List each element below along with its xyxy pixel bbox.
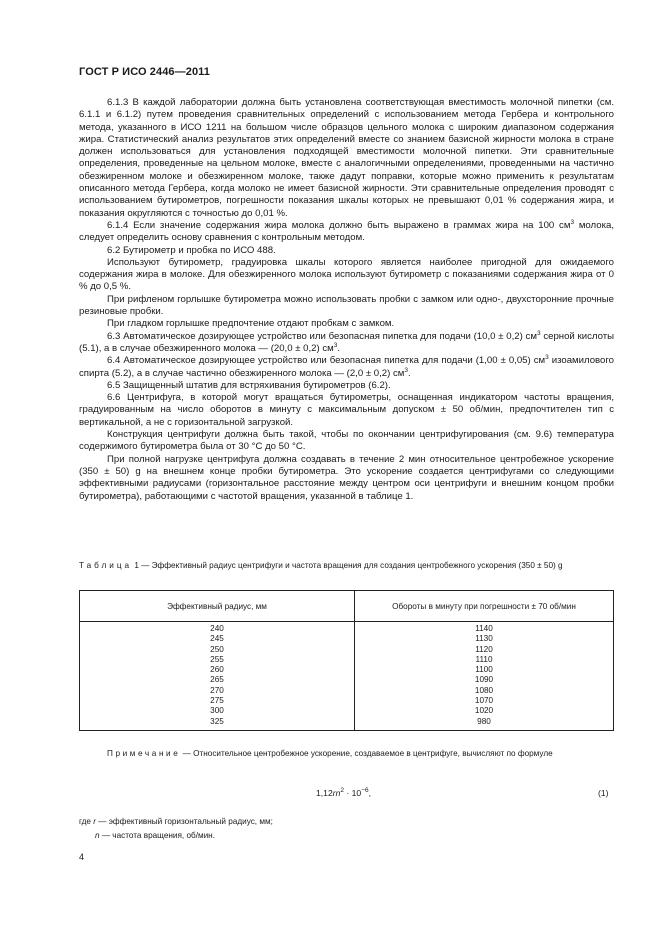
note-text: — Относительное центробежное ускорение, создаваемое в центрифуге, вычисляют по формуле [180, 749, 553, 758]
note-label: Примечание [107, 749, 181, 758]
table-cell-rpm: 980 [477, 716, 491, 726]
page-header-title: ГОСТ Р ИСО 2446—2011 [79, 66, 211, 78]
table-caption-label: Таблица [79, 561, 133, 570]
legend-line-n: n — частота вращения, об/мин. [95, 831, 215, 840]
column-header-radius: Эффективный радиус, мм [80, 591, 355, 622]
table-caption [79, 560, 614, 572]
table-row [80, 622, 614, 731]
table-cell-rpm: 1020 [474, 706, 494, 716]
column-header-rpm: Обороты в минуту при погрешности ± 70 об/мин [355, 591, 614, 622]
table-cell-rpm: 1090 [474, 675, 494, 685]
formula-legend [79, 815, 273, 843]
paragraph-full-load: При полной нагрузке центрифуга должна создавать в течение 2 мин относительное центробежное ускорение (350 ± 50) g на внешнем конце пробки бутирометра. Это ускорение создается центрифугами со следующими эффективными радиусами (горизонтальное расстояние между центром оси центрифуги и внешним концом пробки бутирометра), работающими с частотой вращения, указанной в таблице 1. [79, 453, 614, 502]
paragraph-6-2: 6.2 Бутирометр и пробка по ИСО 488. [107, 244, 276, 256]
table-cell-radius: 255 [210, 654, 224, 664]
paragraph-smooth-neck: При гладком горлышке предпочтение отдают пробкам с замком. [107, 318, 395, 330]
radius-column-cells [80, 622, 355, 731]
table-cell-radius: 240 [210, 624, 224, 633]
table-cell-rpm: 1110 [475, 654, 493, 664]
table-cell-radius: 270 [210, 685, 224, 695]
table-cell-radius: 265 [210, 675, 224, 685]
table-caption-text: 1 — Эффективный радиус центрифуги и частота вращения для создания центробежного ускорения (350 ± 50) g [132, 561, 563, 570]
paragraph-6-3: 6.3 Автоматическое дозирующее устройство или безопасная пипетка для подачи (10,0 ± 0,2) $см^3$ серной кислоты (5.1), а в случае обезжиренного молока — (20,0 ± 0,2) $см^3$. [79, 329, 615, 354]
table-cell-radius: 275 [210, 696, 224, 706]
table-cell-rpm: 1080 [474, 685, 494, 695]
formula: $1,12rn^2 \cdot 10^{-6}$, [316, 787, 372, 798]
page-number: 4 [79, 852, 85, 862]
table-cell-rpm: 1100 [475, 665, 493, 675]
table-cell-radius: 250 [210, 644, 224, 654]
paragraph-6-6: 6.6 Центрифуга, в которой могут вращаться бутирометры, оснащенная индикатором частоты вращения, градуированным на число оборотов в минуту с максимальным допуском ± 50 об/мин, предпочтителен тип с вертикальной, а не с горизонтальной загрузкой. [79, 392, 614, 428]
table-centrifuge [79, 590, 614, 731]
paragraph-6-4: 6.4 Автоматическое дозирующее устройство или безопасная пипетка для подачи (1,00 ± 0,05) $см^3$ изоамилового спирта (5.2), а в случае частично обезжиренного молока — (2,0 ± 0,2) $см^3$. [79, 354, 614, 379]
table-note [79, 747, 614, 761]
table-cell-radius: 245 [210, 634, 224, 644]
paragraph-6-1-3: 6.1.3 В каждой лаборатории должна быть установлена соответствующая вместимость молочной пипетки (см. 6.1.1 и 6.1.2) путем проведения сравнительных определений с использованием метода Гербера и контрольного метода, указанного в ИСО 1211 на большом числе образцов цельного молока с широким диапазоном содержания жира. Статистический анализ результатов этих определений вместе со знанием базисной жирности молока в стране должен использоваться для установления подходящей вместимости молочной пипетки. Эти сравнительные определения, проведенные на цельном молоке, вместе с аналогичными определениями, проведенными на частично обезжиренном молоке и обезжиренном молоке, также дадут поправки, которые можно применить к результатам описанного метода Гербера, когда молоко не имеет базисной жирности. Эти сравнительные определения проводят с использованием бутирометров, погрешности показания шкалы которых не превышают 0,01 % содержания жира, и показания округляются с точностью до 0,01 %. [79, 97, 614, 219]
paragraph-6-5: 6.5 Защищенный штатив для встряхивания бутирометров (6.2). [107, 379, 391, 391]
table-cell-rpm: 1120 [475, 644, 493, 654]
table-cell-radius: 260 [210, 665, 224, 675]
paragraph-butyrometer: Используют бутирометр, градуировка шкалы которого является наиболее пригодной для ожидаемого содержания жира в молоке. Для обезжиренного молока используют бутирометр с показаниями содержания жира от 0 % до 0,5 %. [79, 256, 614, 293]
paragraph-centrifuge-design: Конструкция центрифуги должна быть такой, чтобы по окончании центрифугирования (см. 9.6) температура содержимого бутирометра была от 30 °С до 50 °С. [79, 429, 614, 453]
table-cell-rpm: 1140 [475, 624, 493, 633]
table-cell-radius: 300 [210, 706, 224, 716]
rpm-column-cells [355, 622, 614, 731]
table-cell-rpm: 1070 [474, 696, 494, 706]
formula-number: (1) [598, 788, 609, 798]
paragraph-ribbed-neck: При рифленом горлышке бутирометра можно использовать пробки с замком или одно-, двухсторонние прочные резиновые пробки. [79, 293, 614, 318]
body-text [79, 97, 614, 503]
table-cell-radius: 325 [210, 716, 224, 726]
paragraph-6-1-4: 6.1.4 Если значение содержания жира молока должно быть выражено в граммах жира на 100 $см^3$ молока, следует определить основу сравнения с контрольным методом. [79, 218, 615, 244]
table-cell-rpm: 1130 [475, 634, 493, 644]
legend-line-r: где r — эффективный горизонтальный радиус, мм; [79, 817, 273, 826]
